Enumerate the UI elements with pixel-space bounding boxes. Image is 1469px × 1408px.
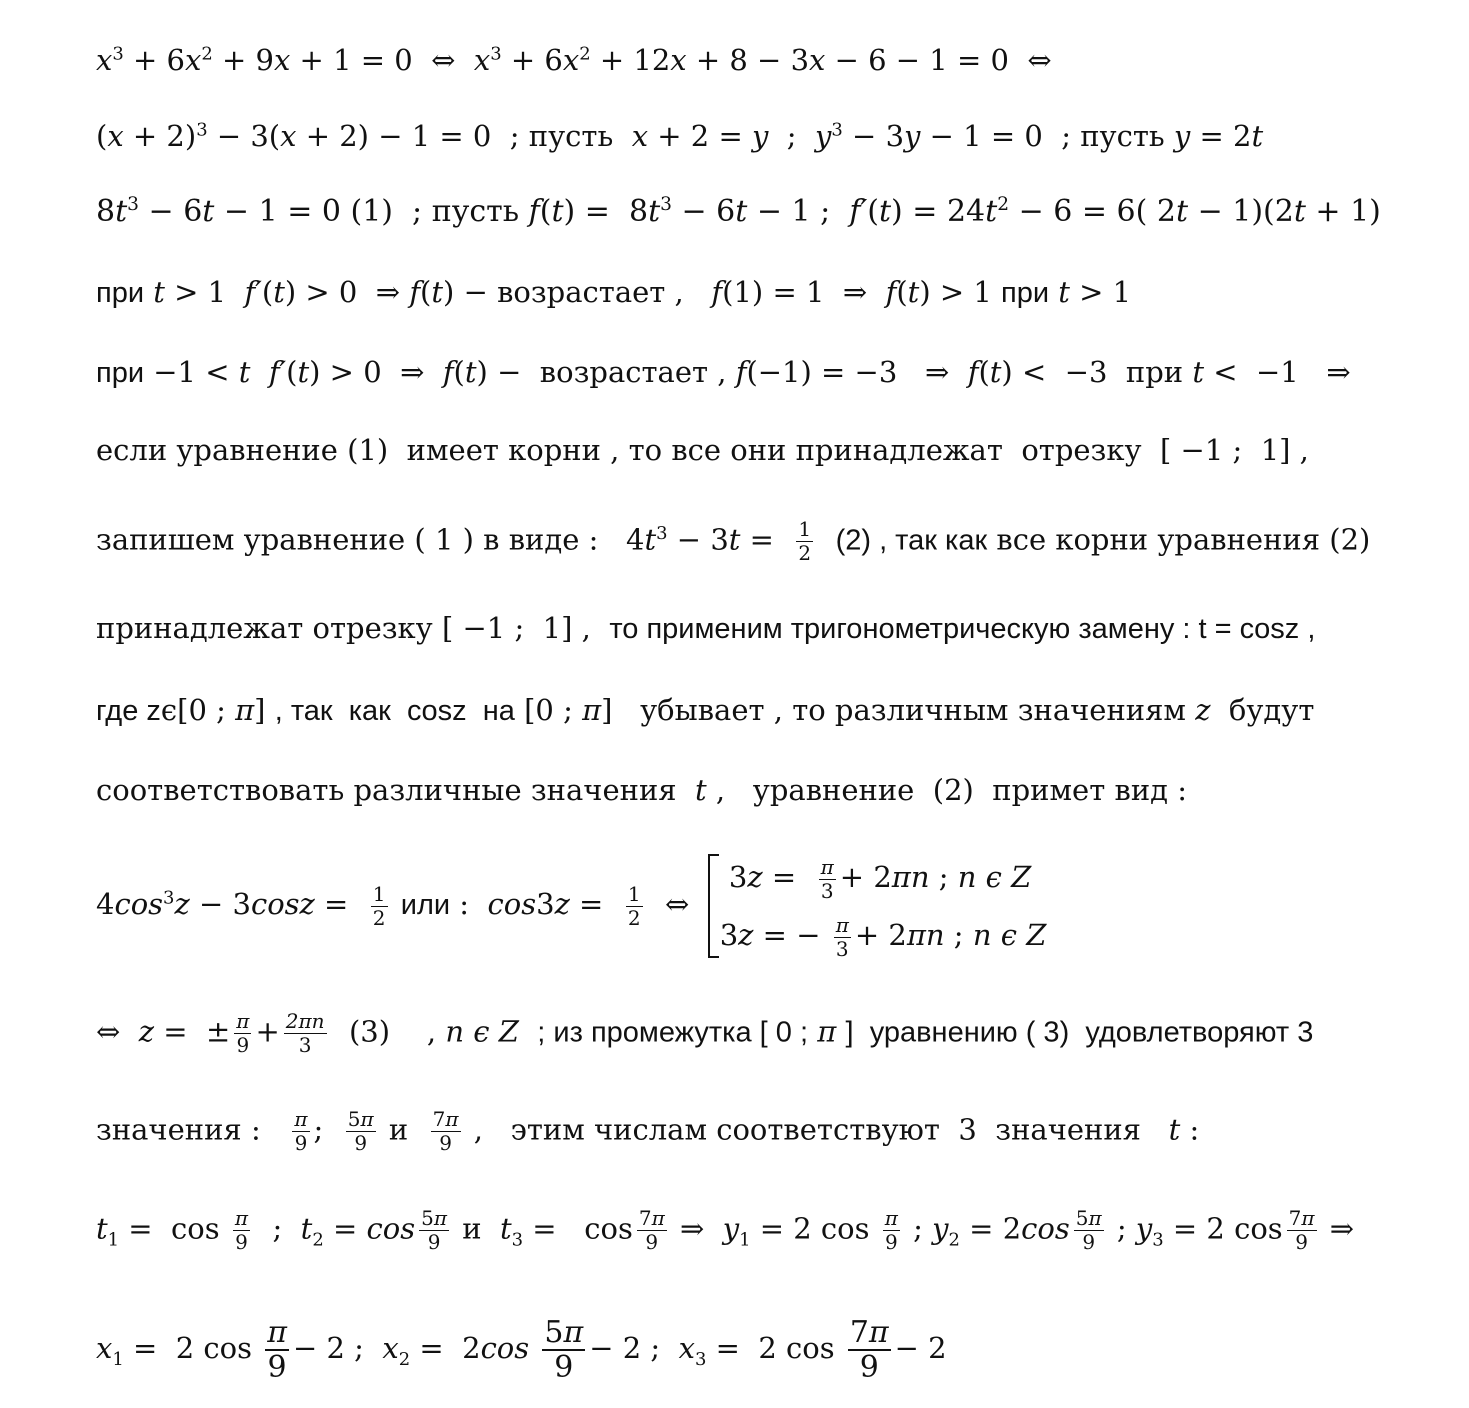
equation-line-13: значения : $\frac{\pi}{9}$ ; $\frac{5\pi}{9}$ и $\frac{7\pi}{9}$ , этим числам соответствуют 3 значения t :	[96, 1107, 1200, 1155]
equation-line-15: $x_1 = 2$ cos $\frac{\pi}{9}$ − 2 ; $x_2 = 2\cos$ $\frac{5\pi}{9}$ − 2 ; $x_3 = 2$ cos $\frac{7\pi}{9}$ − 2	[96, 1315, 947, 1385]
equation-line-6: если уравнение (1) имеет корни , то все они принадлежат отрезку [ −1 ; 1] ,	[96, 433, 1309, 467]
equation-line-8: принадлежат отрезку [ −1 ; 1] , то применим тригонометрическую замену : t = cosz ,	[96, 611, 1316, 645]
equation-line-2: $(x + 2)^3 - 3(x + 2) - 1 = 0$ ; пусть x + 2 = y ; $y^3 - 3y - 1 = 0$ ; пусть y = 2t	[96, 119, 1264, 153]
system-case-2: 3z = − $\frac{\pi}{3}$ + 2πn ; n ϵ Z	[719, 912, 1047, 961]
equation-line-5: при −1 < t f′(t) > 0 ⇒ f(t) − возрастает , f(−1) = −3 ⇒ f(t) < −3 при t < −1 ⇒	[96, 355, 1351, 389]
bracket-icon	[708, 854, 719, 958]
fraction-one-half: $\frac{1}{2}$	[798, 517, 812, 565]
equation-line-10: соответствовать различные значения t , уравнение (2) примет вид :	[96, 773, 1187, 807]
equation-line-4: при t > 1 f′(t) > 0 ⇒ f(t) − возрастает , f(1) = 1 ⇒ f(t) > 1 при t > 1	[96, 275, 1132, 309]
equation-line-12: ⇔ z = ± $\frac{\pi}{9}$ + $\frac{2\pi n}{3}$ (3) , n ϵ Z ; из промежутка [ 0 ; π ] уравнению ( 3) удовлетворяют 3	[96, 1009, 1314, 1057]
equation-line-14: $t_1 = \cos$ $\frac{\pi}{9}$ ; $t_2 = \cos$ $\frac{5\pi}{9}$ и $t_3 = \cos$ $\frac{7\pi}{9}$ ⇒ $y_1 = 2$ cos $\frac{\pi}{9}$ ; $y_2 = 2\cos$ $\frac{5\pi}{9}$ ; $y_3 = 2$ cos $\frac{7\pi}{9}$ ⇒	[96, 1206, 1355, 1254]
equation-system	[708, 848, 1047, 964]
equation-line-7: запишем уравнение ( 1 ) в виде : $4t^3 - 3t$ = $\frac{1}{2}$ (2) , так как все корни уравнения (2)	[96, 517, 1371, 565]
equation-line-1: $x^3 + 6x^2 + 9x + 1 = 0$ ⇔ $x^3 + 6x^2 + 12x + 8 - 3x - 6 - 1 = 0$ ⇔	[96, 43, 1052, 77]
equation-line-3: $8t^3 - 6t - 1 = 0$ (1) ; пусть $f(t) = 8t^3 - 6t - 1$ ; $f'(t) = 24t^2 - 6 = 6$( 2t − 1)(2t + 1)	[96, 194, 1381, 229]
equation-line-11: $4\cos^3z - 3\cos z$ = $\frac{1}{2}$ или : cos3z = $\frac{1}{2}$ ⇔ 3z = $\frac{\pi}{3}$ + 2πn ; n ϵ Z 3z = − $\frac{\pi}{3}$ + 2πn ; n ϵ Z	[96, 846, 1046, 964]
equation-line-9: где zϵ[0 ; π] , так как cosz на [0 ; π] убывает , то различным значениям z будут	[96, 693, 1315, 727]
system-case-1: 3z = $\frac{\pi}{3}$ + 2πn ; n ϵ Z	[719, 854, 1032, 903]
